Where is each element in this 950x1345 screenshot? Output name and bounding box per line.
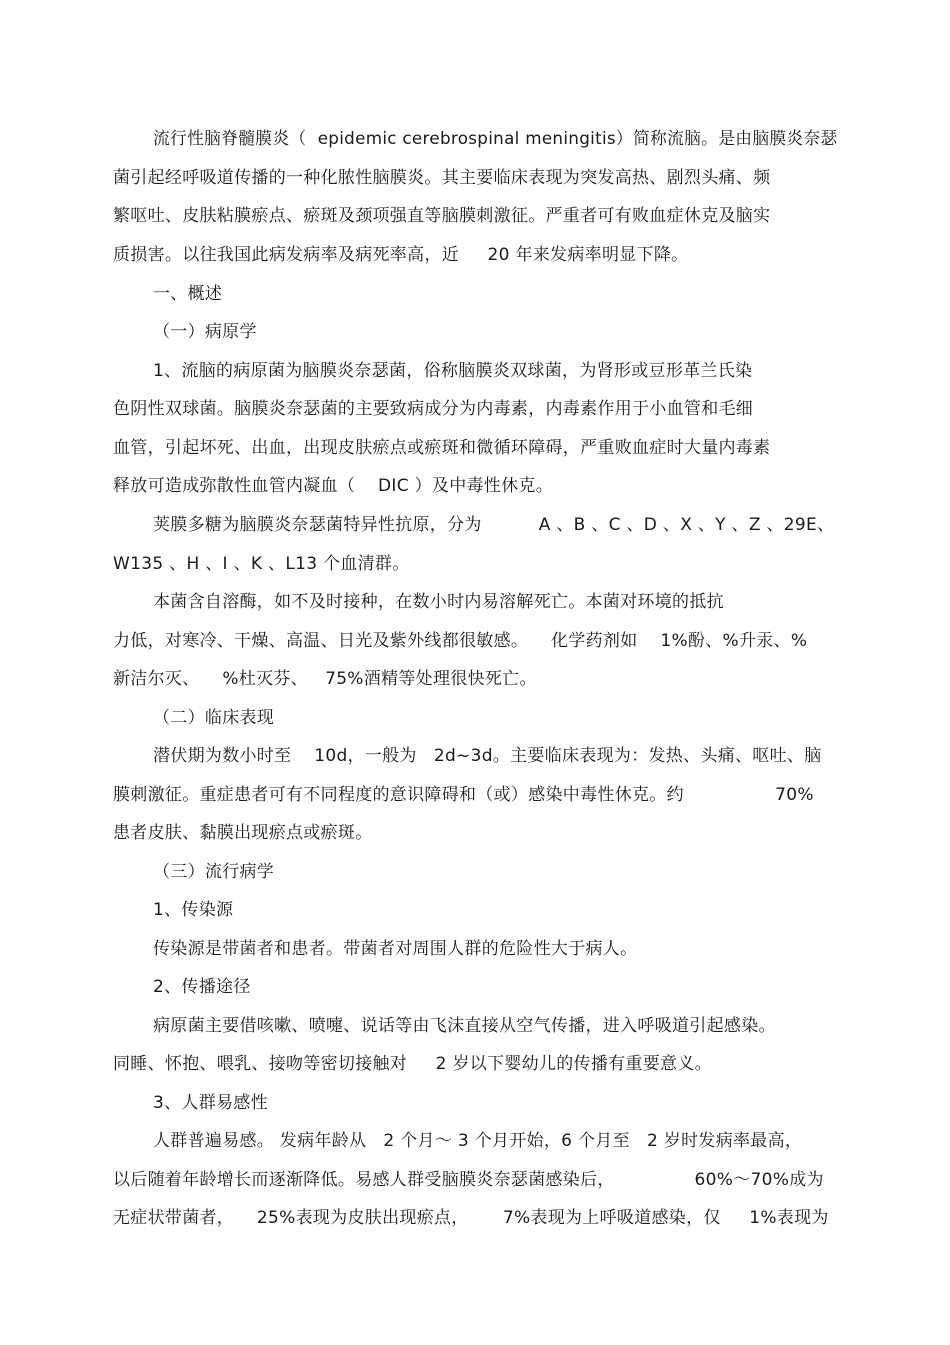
paragraph-line: 新洁尔灭、 %杜灭芬、 75%酒精等处理很快死亡。 <box>113 669 537 689</box>
paragraph-line: 释放可造成弥散性血管内凝血（ DIC ）及中毒性休克。 <box>113 476 553 496</box>
subsection-heading: （三）流行病学 <box>153 862 275 882</box>
item-heading: 2、传播途径 <box>153 977 251 997</box>
paragraph-line: 人群普遍易感。 发病年龄从 2 个月～ 3 个月开始，6 个月至 2 岁时发病率最高， <box>153 1131 803 1151</box>
paragraph-line: 质损害。以往我国此病发病率及病死率高，近 20 年来发病率明显下降。 <box>113 245 689 265</box>
paragraph-line: 同睡、怀抱、喂乳、接吻等密切接触对 2 岁以下婴幼儿的传播有重要意义。 <box>113 1054 712 1074</box>
item-heading: 1、传染源 <box>153 900 234 920</box>
paragraph-line: 繁呕吐、皮肤粘膜瘀点、瘀斑及颈项强直等脑膜刺激征。严重者可有败血症休克及脑实 <box>113 206 771 226</box>
paragraph-line: 流行性脑脊髓膜炎（ epidemic cerebrospinal meningitis）简称流脑。是由脑膜炎奈瑟 <box>153 129 838 149</box>
paragraph-line: 无症状带菌者， 25%表现为皮肤出现瘀点， 7%表现为上呼吸道感染，仅 1%表现为 <box>113 1208 829 1228</box>
paragraph-line: 膜刺激征。重症患者可有不同程度的意识障碍和（或）感染中毒性休克。约 70% <box>113 785 814 805</box>
paragraph-line: 荚膜多糖为脑膜炎奈瑟菌特异性抗原，分为 A 、B 、C 、D 、X 、Y 、Z 、29E、 <box>153 515 835 535</box>
subsection-heading: （二）临床表现 <box>153 708 275 728</box>
paragraph-line: 以后随着年龄增长而逐渐降低。易感人群受脑膜炎奈瑟菌感染后， 60%～70%成为 <box>113 1170 824 1190</box>
item-heading: 3、人群易感性 <box>153 1093 268 1113</box>
paragraph-line: 潜伏期为数小时至 10d，一般为 2d~3d。主要临床表现为：发热、头痛、呕吐、脑 <box>153 746 822 766</box>
paragraph-line: 患者皮肤、黏膜出现瘀点或瘀斑。 <box>113 823 373 843</box>
paragraph-line: 1、流脑的病原菌为脑膜炎奈瑟菌，俗称脑膜炎双球菌，为肾形或豆形革兰氏染 <box>153 361 753 381</box>
paragraph-line: 本菌含自溶酶，如不及时接种，在数小时内易溶解死亡。本菌对环境的抵抗 <box>153 592 724 612</box>
paragraph-line: 病原菌主要借咳嗽、喷嚏、说话等由飞沫直接从空气传播，进入呼吸道引起感染。 <box>153 1016 776 1036</box>
paragraph-line: W135 、H 、I 、K 、L13 个血清群。 <box>113 554 410 574</box>
subsection-heading: （一）病原学 <box>153 322 257 342</box>
paragraph-line: 传染源是带菌者和患者。带菌者对周围人群的危险性大于病人。 <box>153 939 638 959</box>
paragraph-line: 色阴性双球菌。脑膜炎奈瑟菌的主要致病成分为内毒素，内毒素作用于小血管和毛细 <box>113 399 754 419</box>
paragraph-line: 血管，引起坏死、出血，出现皮肤瘀点或瘀斑和微循环障碍，严重败血症时大量内毒素 <box>113 438 771 458</box>
paragraph-line: 力低，对寒冷、干燥、高温、日光及紫外线都很敏感。 化学药剂如 1%酚、%升汞、% <box>113 631 808 651</box>
paragraph-line: 菌引起经呼吸道传播的一种化脓性脑膜炎。其主要临床表现为突发高热、剧烈头痛、频 <box>113 168 771 188</box>
section-heading: 一、概述 <box>153 284 223 304</box>
